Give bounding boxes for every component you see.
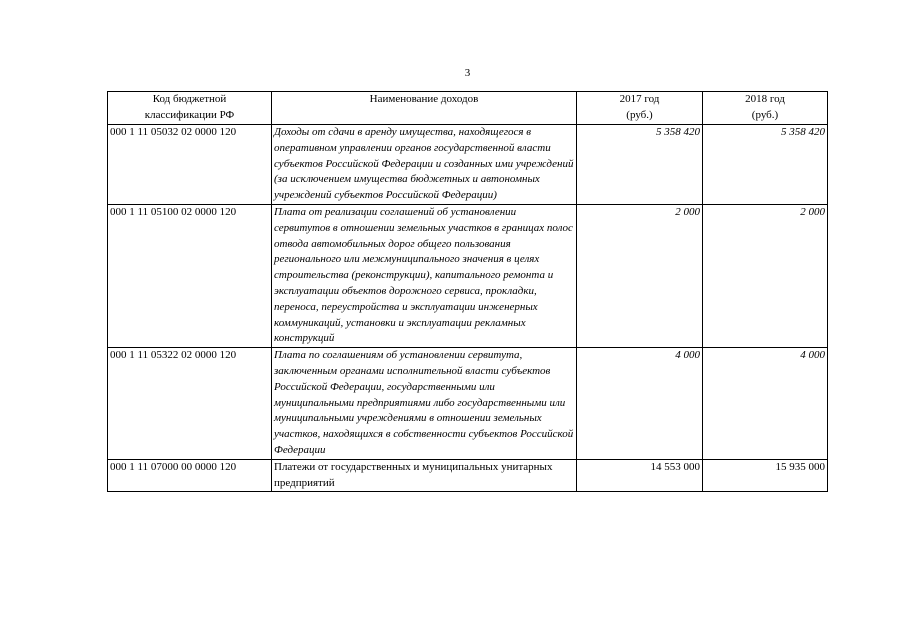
row-value-2017: 5 358 420 (577, 125, 703, 205)
row-value-2017: 14 553 000 (577, 459, 703, 492)
row-code: 000 1 11 05322 02 0000 120 (108, 348, 272, 460)
header-2018-line1: 2018 год (745, 93, 785, 105)
header-2017-line1: 2017 год (619, 93, 660, 105)
header-name-text: Наименование доходов (369, 93, 479, 105)
table-row (108, 459, 828, 492)
header-2018-line2: (руб.) (751, 108, 779, 121)
header-code-line2: классификации РФ (144, 108, 235, 121)
table-row (108, 348, 828, 460)
row-code: 000 1 11 05100 02 0000 120 (108, 204, 272, 347)
table-row (108, 204, 828, 347)
header-code-line1: Код бюджетной (152, 93, 227, 105)
row-value-2017: 4 000 (577, 348, 703, 460)
row-value-2018: 5 358 420 (703, 125, 828, 205)
row-code: 000 1 11 07000 00 0000 120 (108, 459, 272, 492)
row-name: Плата по соглашениям об установлении сервитута, заключенным органами исполнительной власти субъектов Российской Федерации, государственными или муниципальными предприятиями либо государственными или муниципальными учреждениями в отношении земельных участков, находящихся в собственности субъектов Российской Федерации (272, 348, 577, 460)
revenue-table (107, 91, 828, 492)
header-2017-line2: (руб.) (626, 108, 653, 121)
row-code: 000 1 11 05032 02 0000 120 (108, 125, 272, 205)
header-2018 (703, 92, 828, 125)
table-header-row (108, 92, 828, 125)
row-value-2017: 2 000 (577, 204, 703, 347)
row-value-2018: 15 935 000 (703, 459, 828, 492)
row-name: Платежи от государственных и муниципальных унитарных предприятий (272, 459, 577, 492)
row-value-2018: 2 000 (703, 204, 828, 347)
header-name (272, 92, 577, 125)
header-2017 (577, 92, 703, 125)
row-value-2018: 4 000 (703, 348, 828, 460)
row-name: Доходы от сдачи в аренду имущества, находящегося в оперативном управлении органов государственной власти субъектов Российской Федерации и созданных ими учреждений (за исключением имущества бюджетных и автономных учреждений субъектов Российской Федерации) (272, 125, 577, 205)
table-row (108, 125, 828, 205)
row-name: Плата от реализации соглашений об установлении сервитутов в отношении земельных участков в границах полос отвода автомобильных дорог общего пользования регионального или межмуниципального значения в целях строительства (реконструкции), капитального ремонта и эксплуатации объектов дорожного сервиса, прокладки, переноса, переустройства и эксплуатации инженерных коммуникаций, установки и эксплуатации рекламных конструкций (272, 204, 577, 347)
page-number: 3 (464, 67, 471, 79)
header-code (108, 92, 272, 125)
